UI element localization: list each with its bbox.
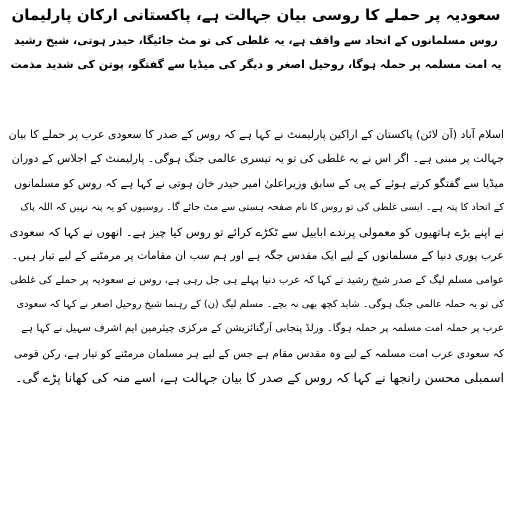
body-line-3: میڈیا سے گفتگو کرتے ہوئے کے پی کے سابق وزیراعلیٰ امیر حیدر خان ہوتی نے کہا ہے کہ روس کو مسلمانوں: [14, 176, 504, 190]
body-line-7: عوامی مسلم لیگ کے صدر شیخ رشید نے کہا کہ عرب دنیا پہلے ہی جل رہی ہے، روس نے سعودیہ پر حملے کی غلطی: [9, 274, 504, 286]
body-line-11: اسمبلی محسن رانجھا نے کہا کہ روس کے صدر کا بیان جہالت ہے، اسے منہ کی کھانا پڑے گی۔: [15, 369, 504, 385]
body-line-6: عرب پوری دنیا کے مسلمانوں کے لیے ایک مقدس جگہ ہے اور ہم سب ان مقامات پر مرمٹنے کے لیے تیار ہیں۔: [11, 249, 504, 263]
headline-text-3: یہ امت مسلمہ پر حملہ ہوگا، روحیل اصغر و دیگر کی میڈیا سے گفتگو، پوتن کی شدید مذمت: [4, 54, 507, 74]
headline-text-2: روس مسلمانوں کے اتحاد سے واقف ہے، یہ غلطی کی تو مٹ جائیگا، حیدر ہوتی، شیخ رشید: [8, 30, 504, 50]
headline-line-1: [0, 4, 512, 26]
body-line-2: جہالت پر مبنی ہے۔ اگر اس نے یہ غلطی کی تو یہ تیسری عالمی جنگ ہوگی۔ پارلیمنٹ کے اجلاس کے دوران: [11, 152, 504, 166]
body-line-5: نے اپنے بڑے ہاتھیوں کو معمولی پرندے ابابیل سے ٹکڑے کرائے تو روس کیا چیز ہے۔ انھوں نے کہا کہ سعودی: [9, 225, 504, 240]
body-line-9: عرب پر حملہ امت مسلمہ پر حملہ ہوگا۔ ورلڈ پنجابی آرگنائزیشن کے مرکزی چیئرمین ایم اشرف سہیل نے کہا ہے: [21, 323, 504, 335]
headline-block: [0, 4, 512, 76]
headline-line-3: [0, 52, 512, 74]
article-body: [8, 123, 504, 390]
body-line-8: کی تو یہ حملہ عالمی جنگ ہوگی۔ شاید کچھ بھی نہ بچے۔ مسلم لیگ (ن) کے رہنما شیخ روحیل اصغر نے کہا کہ سعودی: [16, 299, 504, 311]
headline-text-1: سعودیہ پر حملے کا روسی بیان جہالت ہے، پاکستانی ارکان پارلیمان: [5, 4, 506, 26]
body-line-1: اسلام آباد (آن لائن) پاکستان کے اراکین پارلیمنٹ نے کہا ہے کہ روس کے صدر کا سعودی عرب پر حملے کا بیان: [8, 128, 504, 141]
body-line-10: کہ سعودی عرب امت مسلمہ کے لیے وہ مقدس مقام ہے جس کے لیے ہر مسلمان مرمٹنے کو تیار ہے، رکن قومی: [13, 347, 504, 360]
body-line-4: کے اتحاد کا پتہ ہے۔ ایسی غلطی کی تو روس کا نام صفحہ ہستی سے مٹ جائے گا۔ روسیوں کو یہ پتہ نہیں کہ اللہ پاک: [20, 201, 504, 213]
headline-line-2: [0, 28, 512, 50]
